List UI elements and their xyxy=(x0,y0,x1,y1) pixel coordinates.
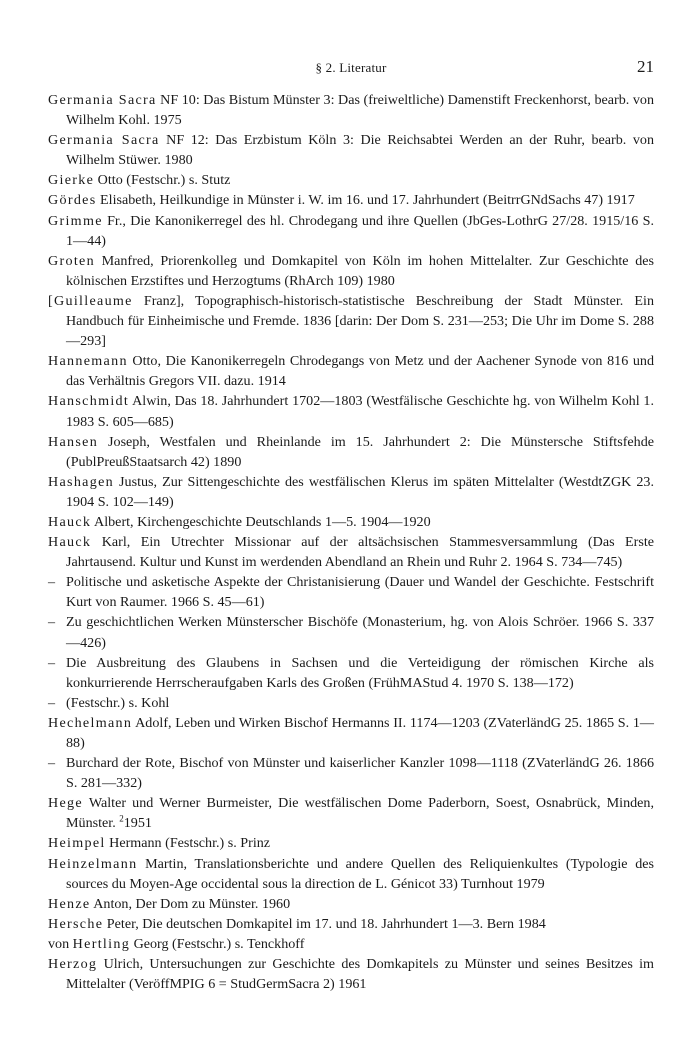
entry-text: Otto (Festschr.) s. Stutz xyxy=(94,172,231,189)
bibliography-entry xyxy=(48,90,654,130)
entry-dash: – xyxy=(48,574,56,591)
bibliography-entry xyxy=(48,934,654,954)
bibliography-entry xyxy=(48,291,654,351)
entry-text: Franz], Topographisch-historisch-statistische Beschreibung der Stadt Münster. Ein Handbuch für Einheimische und Fremde. 1836 [darin: Der Dom S. 231—253; Die Uhr im Dome S. 288—293] xyxy=(66,292,654,350)
entry-text: Burchard der Rote, Bischof von Münster und kaiserlicher Kanzler 1098—1118 (ZVaterländG 26. 1866 S. 281—332) xyxy=(66,755,654,792)
bibliography-entry xyxy=(48,833,654,853)
entry-text: Die Ausbreitung des Glaubens in Sachsen und die Verteidigung der römischen Kirche als konkurrierende Herrscheraufgaben Karls des Großen (FrühMAStud 4. 1970 S. 138—172) xyxy=(66,654,654,691)
entry-dash: – xyxy=(48,614,56,631)
entry-author: [Guilleaume xyxy=(48,292,133,309)
entry-text: Karl, Ein Utrechter Missionar auf der altsächsischen Stammesversammlung (Das Erste Jahrtausend. Kultur und Kunst im werdenden Abendland an Rhein und Ruhr 2. 1964 S. 734—745) xyxy=(66,534,654,571)
entry-dash: – xyxy=(48,694,56,711)
entry-author: Gierke xyxy=(48,172,95,189)
bibliography-entry xyxy=(48,793,654,833)
entry-text: Justus, Zur Sittengeschichte des westfälischen Klerus im späten Mittelalter (WestdtZGK 23. 1904 S. 102—149) xyxy=(66,473,654,510)
entry-author: Hansen xyxy=(48,433,99,450)
entry-text: NF 12: Das Erzbistum Köln 3: Die Reichsabtei Werden an der Ruhr, bearb. von Wilhelm Stüwer. 1980 xyxy=(66,132,654,169)
entry-author: Heimpel xyxy=(48,835,106,852)
bibliography-entry xyxy=(48,653,654,693)
entry-author: Hertling xyxy=(72,935,131,952)
page-number: 21 xyxy=(637,57,654,76)
entry-author: Hanschmidt xyxy=(48,393,130,410)
entry-text: NF 10: Das Bistum Münster 3: Das (freiweltliche) Damenstift Freckenhorst, bearb. von Wilhelm Kohl. 1975 xyxy=(66,92,654,129)
bibliography-entry xyxy=(48,693,654,713)
bibliography-entry xyxy=(48,894,654,914)
running-head: § 2. Literatur xyxy=(315,60,387,75)
entry-text: Politische und asketische Aspekte der Christanisierung (Dauer und Wandel der Geschichte. Festschrift Kurt von Raumer. 1966 S. 45—61) xyxy=(66,574,654,611)
entry-author: Germania Sacra xyxy=(48,92,157,108)
entry-text: Anton, Der Dom zu Münster. 1960 xyxy=(90,895,291,912)
bibliography-entry xyxy=(48,753,654,793)
entry-text: Alwin, Das 18. Jahrhundert 1702—1803 (Westfälische Geschichte hg. von Wilhelm Kohl 1. 1983 S. 605—685) xyxy=(66,393,654,430)
bibliography-entry xyxy=(48,170,654,190)
entry-tail: 1951 xyxy=(123,815,152,832)
page-header xyxy=(48,57,654,80)
bibliography-entry xyxy=(48,391,654,431)
entry-author: Herzog xyxy=(48,956,98,973)
entry-text: Elisabeth, Heilkundige in Münster i. W. im 16. und 17. Jahrhundert (BeitrrGNdSachs 47) 1917 xyxy=(96,192,635,209)
entry-text: Georg (Festschr.) s. Tenckhoff xyxy=(130,935,305,952)
entry-text: Walter und Werner Burmeister, Die westfälischen Dome Paderborn, Soest, Osnabrück, Minden, Münster. xyxy=(66,795,654,832)
entry-text: Otto, Die Kanonikerregeln Chrodegangs von Metz und der Aachener Synode von 816 und das Verhältnis Gregors VII. dazu. 1914 xyxy=(66,353,654,390)
entry-text: Martin, Translationsberichte und andere Quellen des Reliquienkultes (Typologie des sources du Moyen-Age occidental sous la direction de L. Génicot 33) Turnhout 1979 xyxy=(66,855,654,892)
entry-prefix: von xyxy=(48,935,73,952)
bibliography-entry xyxy=(48,211,654,251)
bibliography-entry xyxy=(48,954,654,994)
entry-text: Peter, Die deutschen Domkapitel im 17. und 18. Jahrhundert 1—3. Bern 1984 xyxy=(103,915,546,932)
entry-author: Heinzelmann xyxy=(48,855,138,872)
bibliography-entry xyxy=(48,512,654,532)
entry-author: Henze xyxy=(48,895,91,912)
entry-text: Zu geschichtlichen Werken Münsterscher Bischöfe (Monasterium, hg. von Alois Schröer. 1966 S. 337—426) xyxy=(66,614,654,651)
entry-text: (Festschr.) s. Kohl xyxy=(66,694,170,711)
bibliography-entry xyxy=(48,190,654,210)
bibliography-entry xyxy=(48,432,654,472)
entry-text: Joseph, Westfalen und Rheinlande im 15. Jahrhundert 2: Die Münstersche Stiftsfehde (PublPreußStaatsarch 42) 1890 xyxy=(66,433,654,470)
entry-superscript: 2 xyxy=(119,813,124,824)
bibliography-entry xyxy=(48,914,654,934)
bibliography-entry xyxy=(48,351,654,391)
entry-author: Hashagen xyxy=(48,473,114,490)
bibliography-entry xyxy=(48,472,654,512)
bibliography-entry xyxy=(48,854,654,894)
entry-author: Gördes xyxy=(48,192,97,209)
entry-author: Hege xyxy=(48,795,83,812)
bibliography-entry xyxy=(48,532,654,572)
entry-author: Germania Sacra xyxy=(48,132,160,149)
entry-text: Fr., Die Kanonikerregel des hl. Chrodegang und ihre Quellen (JbGes-LothrG 27/28. 1915/16 S. 1—44) xyxy=(66,212,654,249)
bibliography-entry xyxy=(48,130,654,170)
bibliography-entry xyxy=(48,713,654,753)
entry-text: Manfred, Priorenkolleg und Domkapitel von Köln im hohen Mittelalter. Zur Geschichte des kölnischen Erzstiftes und Herzogtums (RhArch 109) 1980 xyxy=(66,252,654,289)
entry-author: Hechelmann xyxy=(48,714,133,731)
entry-author: Grimme xyxy=(48,212,103,229)
bibliography-entry xyxy=(48,251,654,291)
entry-author: Groten xyxy=(48,252,95,269)
entry-dash: – xyxy=(48,755,56,772)
entry-text: Albert, Kirchengeschichte Deutschlands 1—5. 1904—1920 xyxy=(91,513,431,530)
entry-text: Adolf, Leben und Wirken Bischof Hermanns II. 1174—1203 (ZVaterländG 25. 1865 S. 1—88) xyxy=(66,714,654,751)
entry-author: Hersche xyxy=(48,915,104,932)
entry-text: Ulrich, Untersuchungen zur Geschichte des Domkapitels zu Münster und seines Besitzes im Mittelalter (VeröffMPIG 6 = StudGermSacra 2) 1961 xyxy=(66,956,654,993)
entry-author: Hannemann xyxy=(48,353,128,370)
bibliography-entry xyxy=(48,612,654,652)
entry-author: Hauck xyxy=(48,513,92,530)
bibliography-entry xyxy=(48,572,654,612)
entry-author: Hauck xyxy=(48,534,92,551)
entry-dash: – xyxy=(48,654,56,671)
bibliography-list xyxy=(48,90,654,994)
entry-text: Hermann (Festschr.) s. Prinz xyxy=(105,835,271,852)
